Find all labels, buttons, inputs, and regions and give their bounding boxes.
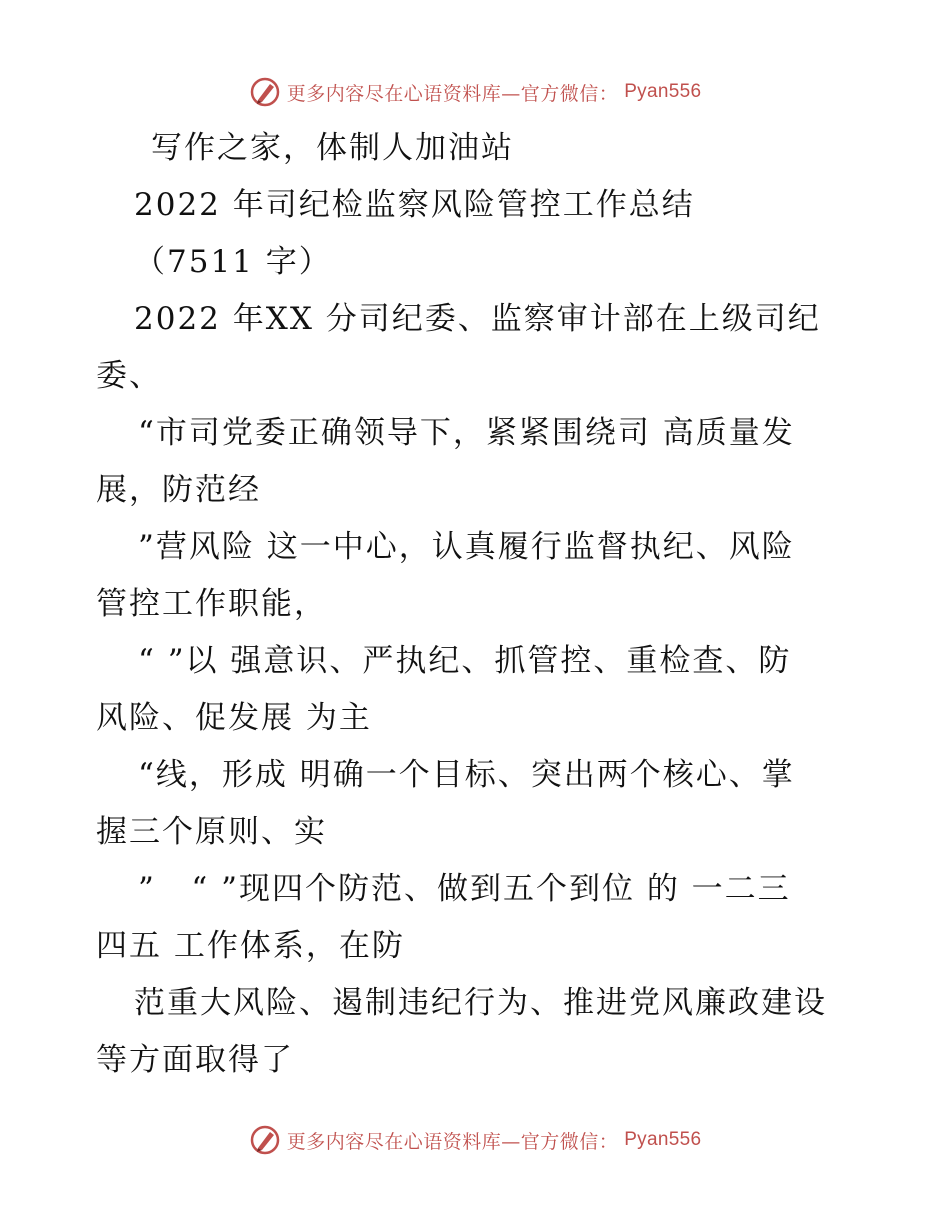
watermark-text: 更多内容尽在心语资料库—官方微信：: [286, 1130, 619, 1153]
document-body: [96, 120, 856, 1089]
doc-paragraph-line: 等方面取得了: [96, 1042, 294, 1078]
doc-paragraph-line: 四五 工作体系，在防: [96, 928, 405, 964]
doc-paragraph-line: 管控工作职能，: [96, 586, 327, 622]
doc-paragraph-line: 委、: [96, 358, 162, 394]
watermark-text: 更多内容尽在心语资料库—官方微信：: [286, 82, 619, 105]
doc-line-site-name: 写作之家，体制人加油站: [151, 130, 514, 166]
pen-nib-circle-icon: [249, 1124, 281, 1156]
doc-paragraph-line: 风险、促发展 为主: [96, 700, 372, 736]
doc-paragraph-line: ”营风险 这一中心，认真履行监督执纪、风险: [138, 529, 795, 565]
pen-nib-circle-icon: [249, 76, 281, 108]
watermark-header: [0, 72, 950, 112]
doc-paragraph-line: 握三个原则、实: [96, 814, 327, 850]
watermark-wechat-id: Pyan556: [624, 1129, 702, 1150]
doc-word-count: （7511 字）: [134, 244, 332, 280]
watermark-wechat-id: Pyan556: [624, 81, 702, 102]
watermark-footer: [0, 1120, 950, 1160]
doc-paragraph-line: ” “ ”现四个防范、做到五个到位 的 一二三: [138, 871, 791, 907]
doc-paragraph-line: 2022 年XX 分司纪委、监察审计部在上级司纪: [134, 301, 821, 337]
doc-paragraph-line: 范重大风险、遏制违纪行为、推进党风廉政建设: [134, 985, 827, 1021]
doc-paragraph-line: “线，形成 明确一个目标、突出两个核心、掌: [138, 757, 795, 793]
doc-title: 2022 年司纪检监察风险管控工作总结: [134, 187, 695, 223]
doc-paragraph-line: “市司党委正确领导下，紧紧围绕司 高质量发: [138, 415, 795, 451]
doc-paragraph-line: 展，防范经: [96, 472, 261, 508]
doc-paragraph-line: “ ”以 强意识、严执纪、抓管控、重检查、防: [138, 643, 792, 679]
